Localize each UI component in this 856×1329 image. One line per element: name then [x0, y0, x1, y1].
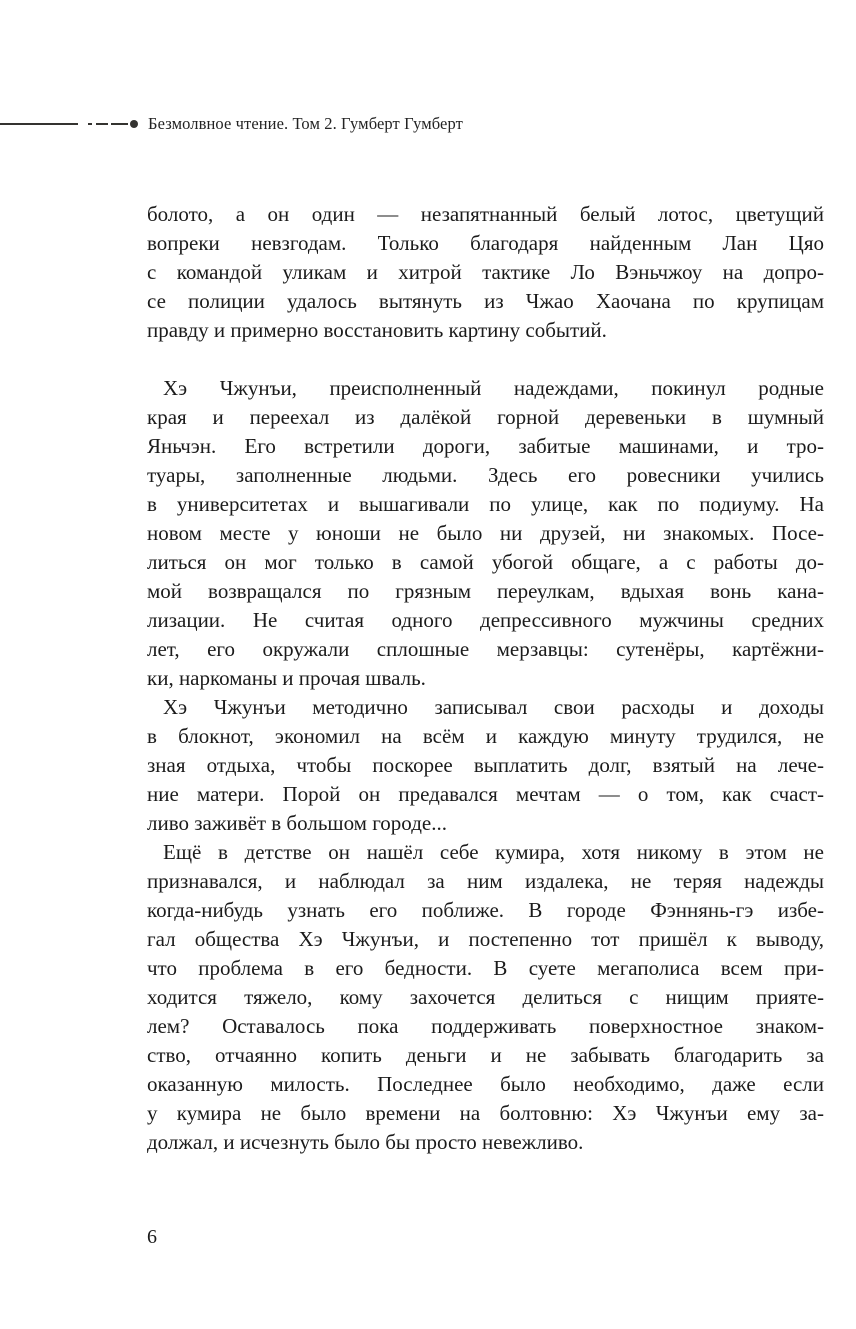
text-line: зная отдыха, чтобы поскорее выплатить долг, взятый на лече- — [147, 753, 824, 777]
text-line: с командой уликам и хитрой тактике Ло Вэньчжоу на допро- — [147, 260, 824, 284]
text-line: лем? Оставалось пока поддерживать поверхностное знаком- — [147, 1014, 824, 1038]
text-line: ходится тяжело, кому захочется делиться с нищим прияте- — [147, 985, 824, 1009]
text-line: гал общества Хэ Чжунъи, и постепенно тот пришёл к выводу, — [147, 927, 824, 951]
text-line: оказанную милость. Последнее было необходимо, даже если — [147, 1072, 824, 1096]
text-line: новом месте у юноши не было ни друзей, ни знакомых. Посе- — [147, 521, 824, 545]
text-line: ки, наркоманы и прочая шваль. — [147, 666, 426, 690]
text-line: признавался, и наблюдал за ним издалека, не теряя надежды — [147, 869, 824, 893]
text-line: лизации. Не считая одного депрессивного мужчины средних — [147, 608, 824, 632]
text-line: литься он мог только в самой убогой общаге, а с работы до- — [147, 550, 824, 574]
paragraph — [147, 693, 824, 838]
text-line: в университетах и вышагивали по улице, как по подиуму. На — [147, 492, 824, 516]
text-line: ство, отчаянно копить деньги и не забывать благодарить за — [147, 1043, 824, 1067]
text-line: Хэ Чжунъи методично записывал свои расходы и доходы — [163, 695, 824, 719]
paragraph — [147, 200, 824, 345]
text-line: правду и примерно восстановить картину событий. — [147, 318, 607, 342]
bullet-icon — [130, 120, 138, 128]
paragraph — [147, 838, 824, 1157]
ornament-rule — [0, 123, 78, 125]
text-line: лет, его окружали сплошные мерзавцы: сутенёры, картёжни- — [147, 637, 824, 661]
text-line: что проблема в его бедности. В суете мегаполиса всем при- — [147, 956, 824, 980]
text-line: ние матери. Порой он предавался мечтам — о том, как счаст- — [147, 782, 824, 806]
text-block — [147, 200, 824, 1157]
paragraph — [147, 374, 824, 693]
ornament-dash — [96, 123, 108, 125]
text-line: Ещё в детстве он нашёл себе кумира, хотя никому в этом не — [163, 840, 824, 864]
text-line: мой возвращался по грязным переулкам, вдыхая вонь кана- — [147, 579, 824, 603]
text-line: должал, и исчезнуть было бы просто невежливо. — [147, 1130, 584, 1154]
text-line: когда-нибудь узнать его поближе. В городе Фэннянь-гэ избе- — [147, 898, 824, 922]
text-line: болото, а он один — незапятнанный белый лотос, цветущий — [147, 202, 824, 226]
page-number: 6 — [147, 1226, 157, 1248]
text-line: вопреки невзгодам. Только благодаря найденным Лан Цяо — [147, 231, 824, 255]
text-line: у кумира не было времени на болтовню: Хэ Чжунъи ему за- — [147, 1101, 824, 1125]
running-title: Безмолвное чтение. Том 2. Гумберт Гумберт — [148, 114, 463, 133]
text-line: в блокнот, экономил на всём и каждую минуту трудился, не — [147, 724, 824, 748]
text-line: ливо заживёт в большом городе... — [147, 811, 447, 835]
ornament-dot-dash — [88, 123, 92, 125]
ornament-dash — [111, 123, 128, 125]
text-line: Хэ Чжунъи, преисполненный надеждами, покинул родные — [163, 376, 824, 400]
text-line: Яньчэн. Его встретили дороги, забитые машинами, и тро- — [147, 434, 824, 458]
text-line: края и переехал из далёкой горной деревеньки в шумный — [147, 405, 824, 429]
text-line: се полиции удалось вытянуть из Чжао Хаочана по крупицам — [147, 289, 824, 313]
text-line: туары, заполненные людьми. Здесь его ровесники учились — [147, 463, 824, 487]
